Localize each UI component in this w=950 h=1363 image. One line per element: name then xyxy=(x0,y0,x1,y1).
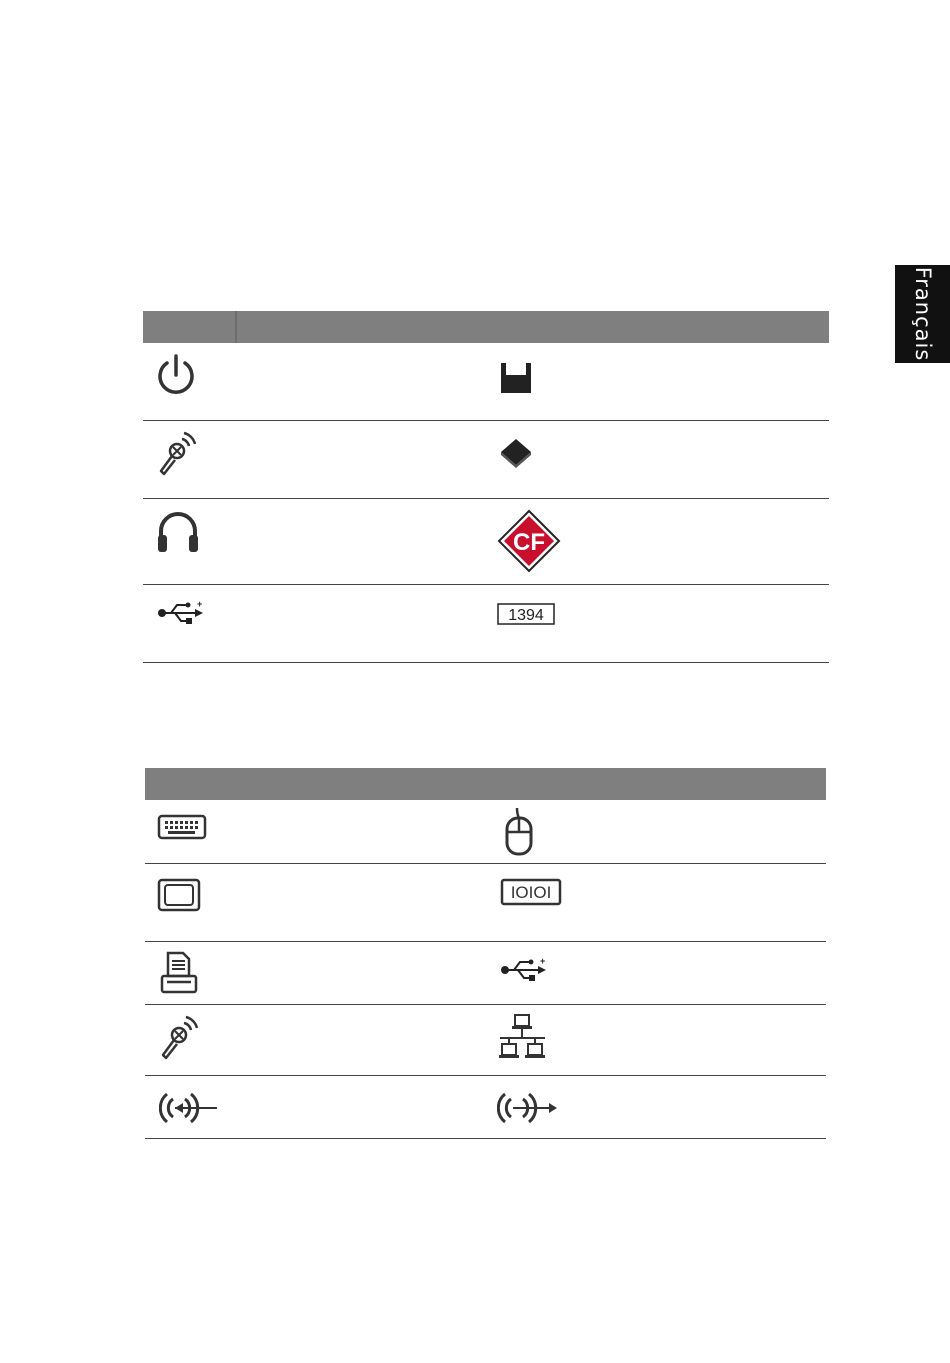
microphone-icon xyxy=(157,1013,207,1063)
printer-icon xyxy=(159,950,201,996)
rear-panel-table xyxy=(145,768,826,1139)
table-header xyxy=(143,311,829,343)
floppy-drive-icon xyxy=(499,361,533,395)
serial-port-icon xyxy=(500,878,564,908)
power-icon xyxy=(155,353,197,399)
table-row xyxy=(145,1076,826,1139)
cf-label: CF xyxy=(513,529,545,556)
table-row xyxy=(143,499,829,585)
usb-icon xyxy=(500,958,548,986)
table-header xyxy=(145,768,826,800)
network-icon xyxy=(499,1013,547,1063)
svg-text:+: + xyxy=(540,958,546,966)
svg-text:+: + xyxy=(197,601,203,609)
table-row xyxy=(145,1005,826,1076)
line-in-icon xyxy=(159,1088,219,1128)
optical-drive-icon xyxy=(499,437,533,471)
headphones-icon xyxy=(155,509,201,555)
table-row xyxy=(143,343,829,421)
language-tab xyxy=(895,265,950,363)
ieee1394-label: 1394 xyxy=(508,607,544,624)
table-row xyxy=(145,942,826,1005)
front-panel-table xyxy=(143,311,829,663)
keyboard-icon xyxy=(157,814,209,842)
table-row xyxy=(145,864,826,942)
table-row xyxy=(145,800,826,864)
ieee1394-icon xyxy=(497,603,557,627)
usb-icon xyxy=(157,601,205,629)
table-row xyxy=(143,421,829,499)
table-row xyxy=(143,585,829,663)
monitor-icon xyxy=(157,878,203,914)
compactflash-icon xyxy=(497,507,563,577)
line-out-icon xyxy=(497,1088,559,1128)
language-tab-label: Français xyxy=(910,266,935,362)
mouse-icon xyxy=(503,806,535,858)
microphone-icon xyxy=(155,429,205,479)
serial-port-label: IOIOI xyxy=(510,883,552,902)
